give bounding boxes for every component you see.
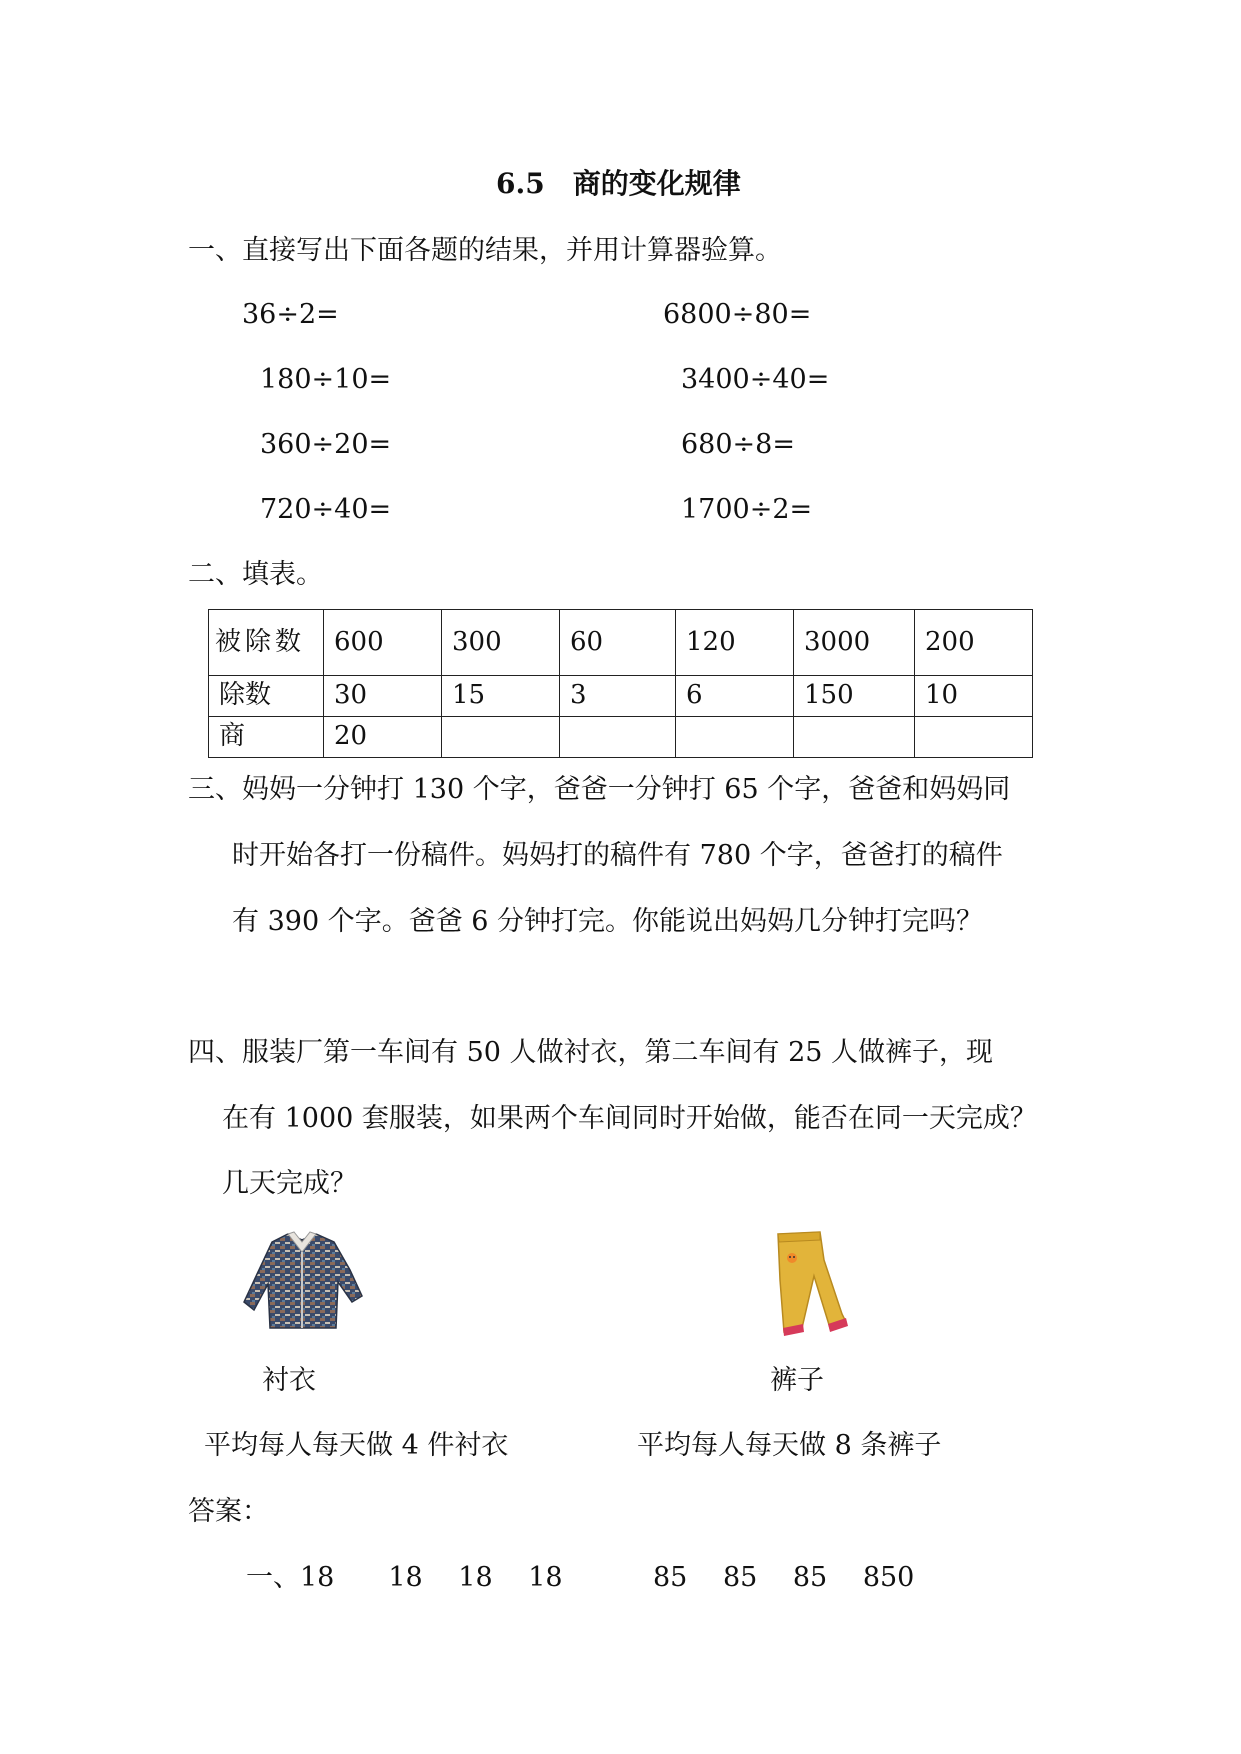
section-1-heading: 一、直接写出下面各题的结果，并用计算器验算。 [188, 235, 782, 266]
shirt-note: 平均每人每天做 4 件衬衣 [204, 1430, 509, 1461]
problem-left-3: 360÷20= [260, 429, 392, 460]
problem-left-1: 36÷2= [242, 299, 339, 330]
table-cell-blank[interactable] [560, 717, 676, 758]
table-cell: 3000 [794, 610, 915, 676]
table-cell: 120 [676, 610, 794, 676]
table-cell: 15 [442, 676, 560, 717]
answers-heading: 答案： [188, 1496, 269, 1527]
problem-right-2: 3400÷40= [681, 364, 830, 395]
problem-right-1: 6800÷80= [663, 299, 812, 330]
section-3-line-1: 三、妈妈一分钟打 130 个字，爸爸一分钟打 65 个字，爸爸和妈妈同 [188, 774, 1011, 805]
problem-left-4: 720÷40= [260, 494, 392, 525]
page-title: 6.5 商的变化规律 [496, 167, 741, 200]
table-cell: 20 [324, 717, 442, 758]
answers-line-1-left: 一、18 18 18 18 [246, 1562, 563, 1593]
table-cell: 60 [560, 610, 676, 676]
section-4-line-1: 四、服装厂第一车间有 50 人做衬衣，第二车间有 25 人做裤子，现 [188, 1037, 994, 1068]
table-cell: 6 [676, 676, 794, 717]
section-2-heading: 二、填表。 [188, 559, 323, 590]
table-cell: 600 [324, 610, 442, 676]
shirt-icon [240, 1230, 366, 1334]
table-row-divisor [209, 676, 1033, 717]
table-cell: 200 [915, 610, 1033, 676]
pants-icon [762, 1230, 852, 1338]
section-4-line-3: 几天完成？ [222, 1168, 357, 1199]
problem-left-2: 180÷10= [260, 364, 392, 395]
table-cell: 30 [324, 676, 442, 717]
table-row-quotient [209, 717, 1033, 758]
pants-label: 裤子 [770, 1365, 824, 1396]
shirt-label: 衬衣 [262, 1365, 316, 1396]
problem-right-3: 680÷8= [681, 429, 795, 460]
table-cell: 150 [794, 676, 915, 717]
table-row-dividend [209, 610, 1033, 676]
row-label-dividend: 被除数 [209, 610, 324, 676]
fill-table [208, 609, 1033, 758]
answers-line-1-right: 85 85 85 850 [653, 1562, 915, 1593]
table-cell: 300 [442, 610, 560, 676]
row-label-quotient: 商 [209, 717, 324, 758]
section-3-line-2: 时开始各打一份稿件。妈妈打的稿件有 780 个字，爸爸打的稿件 [232, 840, 1003, 871]
section-4-line-2: 在有 1000 套服装，如果两个车间同时开始做，能否在同一天完成？ [222, 1103, 1037, 1134]
table-cell-blank[interactable] [676, 717, 794, 758]
pants-note: 平均每人每天做 8 条裤子 [637, 1430, 942, 1461]
table-cell-blank[interactable] [794, 717, 915, 758]
problem-right-4: 1700÷2= [681, 494, 813, 525]
section-3-line-3: 有 390 个字。爸爸 6 分钟打完。你能说出妈妈几分钟打完吗？ [232, 906, 984, 937]
table-cell: 10 [915, 676, 1033, 717]
table-cell-blank[interactable] [442, 717, 560, 758]
row-label-divisor: 除数 [209, 676, 324, 717]
table-cell-blank[interactable] [915, 717, 1033, 758]
table-cell: 3 [560, 676, 676, 717]
